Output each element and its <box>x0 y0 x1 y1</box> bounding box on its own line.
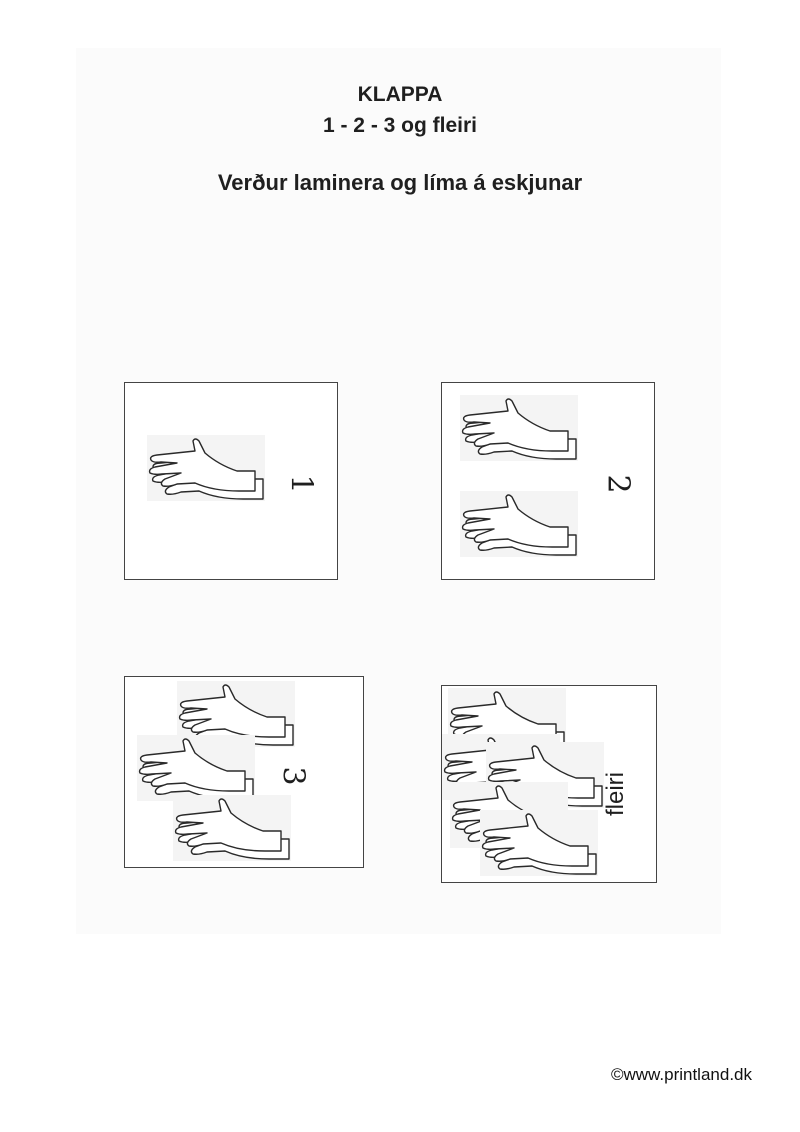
card-one-label: 1 <box>283 474 319 494</box>
card-two <box>441 382 655 580</box>
clapping-hands-icon <box>480 810 598 876</box>
clapping-hands-icon <box>460 491 578 557</box>
page-instruction: Verður laminera og líma á eskjunar <box>217 170 583 195</box>
page-title: KLAPPA <box>357 83 443 106</box>
card-three-label: 3 <box>275 766 311 786</box>
card-three-hands <box>125 677 363 867</box>
card-one <box>124 382 338 580</box>
clapping-hands-icon <box>147 435 265 501</box>
clapping-hands-icon <box>173 795 291 861</box>
copyright-footer: ©www.printland.dk <box>610 1065 752 1084</box>
clapping-hands-icon <box>137 735 255 801</box>
page-subtitle: 1 - 2 - 3 og fleiri <box>322 114 478 137</box>
card-many <box>441 685 657 883</box>
card-three <box>124 676 364 868</box>
card-two-label: 2 <box>600 474 636 494</box>
clapping-hands-icon <box>460 395 578 461</box>
card-many-label: fleiri <box>602 771 630 817</box>
